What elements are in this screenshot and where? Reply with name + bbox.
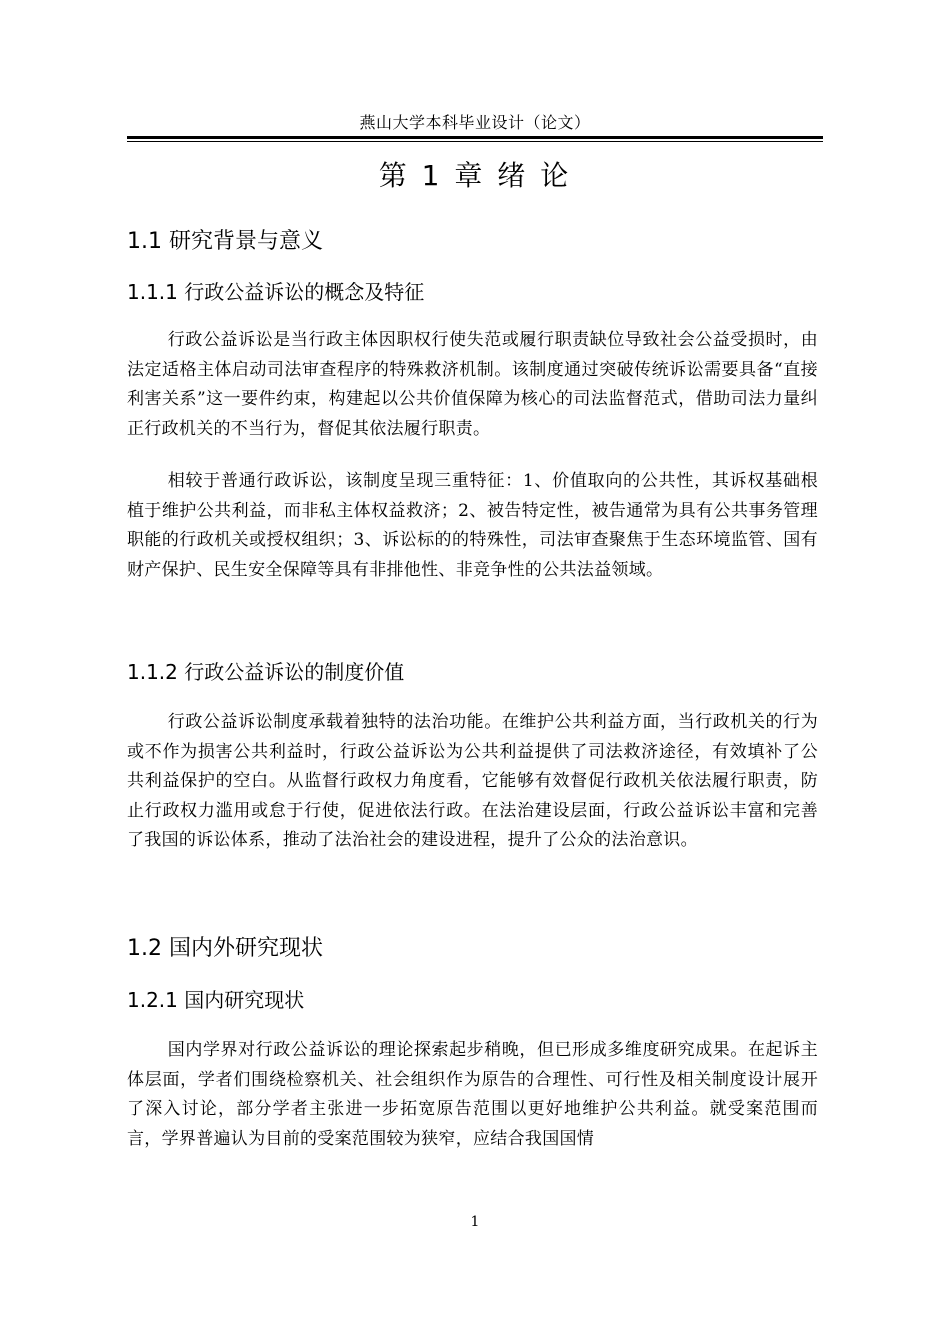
paragraph-1-1-1-b: 相较于普通行政诉讼，该制度呈现三重特征：1、价值取向的公共性，其诉权基础根植于维护公共利益，而非私主体权益救济；2、被告特定性，被告通常为具有公共事务管理职能的行政机关或授权组织；3、诉讼标的的特殊性，司法审查聚焦于生态环境监管、国有财产保护、民生安全保障等具有非排他性、非竞争性的公共法益领域。 <box>127 471 818 580</box>
section-heading-1-2: 1.2 国内外研究现状 <box>127 936 323 961</box>
section-heading-1-1: 1.1 研究背景与意义 <box>127 229 323 254</box>
chapter-title: 第 1 章 绪 论 <box>378 159 572 192</box>
paragraph-1-1-2: 行政公益诉讼制度承载着独特的法治功能。在维护公共利益方面，当行政机关的行为或不作为损害公共利益时，行政公益诉讼为公共利益提供了司法救济途径，有效填补了公共利益保护的空白。从监督行政权力角度看，它能够有效督促行政机关依法履行职责，防止行政权力滥用或怠于行使，促进依法行政。在法治建设层面，行政公益诉讼丰富和完善了我国的诉讼体系，推动了法治社会的建设进程，提升了公众的法治意识。 <box>127 712 818 850</box>
running-header: 燕山大学本科毕业设计（论文） <box>359 113 591 132</box>
section-heading-1-2-1: 1.2.1 国内研究现状 <box>127 988 305 1012</box>
header-rule-thin <box>127 141 823 142</box>
page-number: 1 <box>470 1214 480 1230</box>
paragraph-1-1-1-a: 行政公益诉讼是当行政主体因职权行使失范或履行职责缺位导致社会公益受损时，由法定适格主体启动司法审查程序的特殊救济机制。该制度通过突破传统诉讼需要具备“直接利害关系”这一要件约束，构建起以公共价值保障为核心的司法监督范式，借助司法力量纠正行政机关的不当行为，督促其依法履行职责。 <box>127 330 818 439</box>
section-heading-1-1-1: 1.1.1 行政公益诉讼的概念及特征 <box>127 280 425 304</box>
paragraph-1-2-1: 国内学界对行政公益诉讼的理论探索起步稍晚，但已形成多维度研究成果。在起诉主体层面，学者们围绕检察机关、社会组织作为原告的合理性、可行性及相关制度设计展开了深入讨论，部分学者主张进一步拓宽原告范围以更好地维护公共利益。就受案范围而言，学界普遍认为目前的受案范围较为狭窄，应结合我国国情 <box>127 1040 818 1149</box>
header-rule-thick <box>127 136 823 139</box>
section-heading-1-1-2: 1.1.2 行政公益诉讼的制度价值 <box>127 660 405 684</box>
